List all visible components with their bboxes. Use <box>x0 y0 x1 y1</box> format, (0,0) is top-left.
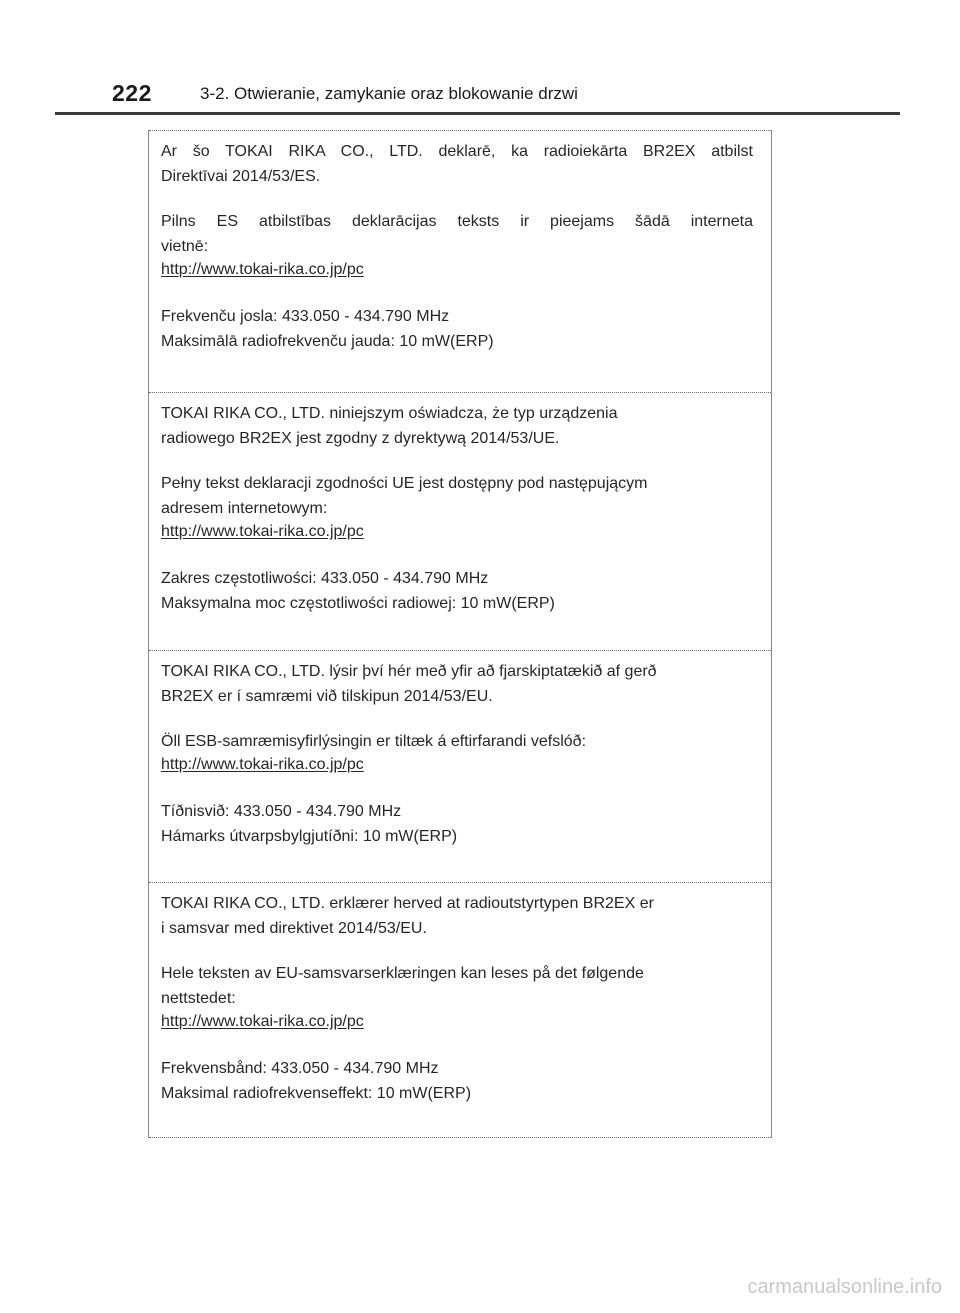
header-rule <box>55 112 900 115</box>
declaration-box <box>148 130 772 1138</box>
page-header <box>0 0 960 118</box>
availability-line: adresem internetowym: <box>161 500 328 517</box>
statement-line: BR2EX er í samræmi við tilskipun 2014/53/EU. <box>161 688 493 705</box>
declaration-url-link[interactable]: http://www.tokai-rika.co.jp/pc <box>161 1013 364 1030</box>
max-power: Maksimal radiofrekvenseffekt: 10 mW(ERP) <box>161 1085 472 1102</box>
statement-line: TOKAI RIKA CO., LTD. lýsir því hér með yfir að fjarskiptatækið af gerð <box>161 663 657 680</box>
declaration-block-latvian <box>149 130 771 392</box>
declaration-block-norwegian <box>149 882 771 1138</box>
declaration-block-icelandic <box>149 650 771 882</box>
statement-line: radiowego BR2EX jest zgodny z dyrektywą 2014/53/UE. <box>161 430 560 447</box>
watermark: carmanualsonline.info <box>747 1276 942 1298</box>
availability-line: Hele teksten av EU-samsvarserklæringen kan leses på det følgende <box>161 965 644 982</box>
max-power: Maksimālā radiofrekvenču jauda: 10 mW(ERP) <box>161 333 494 350</box>
declaration-block-polish <box>149 392 771 650</box>
availability-line: Öll ESB-samræmisyfirlýsingin er tiltæk á eftirfarandi vefslóð: <box>161 733 587 750</box>
declaration-url-link[interactable]: http://www.tokai-rika.co.jp/pc <box>161 523 364 540</box>
availability-line: nettstedet: <box>161 990 236 1007</box>
frequency-band: Frekvensbånd: 433.050 - 434.790 MHz <box>161 1060 439 1077</box>
max-power: Hámarks útvarpsbylgjutíðni: 10 mW(ERP) <box>161 828 458 845</box>
frequency-band: Frekvenču josla: 433.050 - 434.790 MHz <box>161 308 450 325</box>
statement-line: Ar šo TOKAI RIKA CO., LTD. deklarē, ka radioiekārta BR2EX atbilst <box>161 143 753 160</box>
statement-line: i samsvar med direktivet 2014/53/EU. <box>161 920 427 937</box>
availability-line: Pełny tekst deklaracji zgodności UE jest dostępny pod następującym <box>161 475 648 492</box>
availability-line: Pilns ES atbilstības deklarācijas teksts ir pieejams šādā interneta <box>161 213 753 230</box>
statement-line: TOKAI RIKA CO., LTD. erklærer herved at radioutstyrtypen BR2EX er <box>161 895 654 912</box>
frequency-band: Tíðnisvið: 433.050 - 434.790 MHz <box>161 803 402 820</box>
section-title: 3-2. Otwieranie, zamykanie oraz blokowanie drzwi <box>200 84 578 103</box>
frequency-band: Zakres częstotliwości: 433.050 - 434.790 MHz <box>161 570 489 587</box>
page-number: 222 <box>112 80 152 106</box>
statement-line: Direktīvai 2014/53/ES. <box>161 168 321 185</box>
declaration-url-link[interactable]: http://www.tokai-rika.co.jp/pc <box>161 261 364 278</box>
max-power: Maksymalna moc częstotliwości radiowej: 10 mW(ERP) <box>161 595 555 612</box>
availability-line: vietnē: <box>161 238 209 255</box>
declaration-url-link[interactable]: http://www.tokai-rika.co.jp/pc <box>161 756 364 773</box>
statement-line: TOKAI RIKA CO., LTD. niniejszym oświadcza, że typ urządzenia <box>161 405 618 422</box>
